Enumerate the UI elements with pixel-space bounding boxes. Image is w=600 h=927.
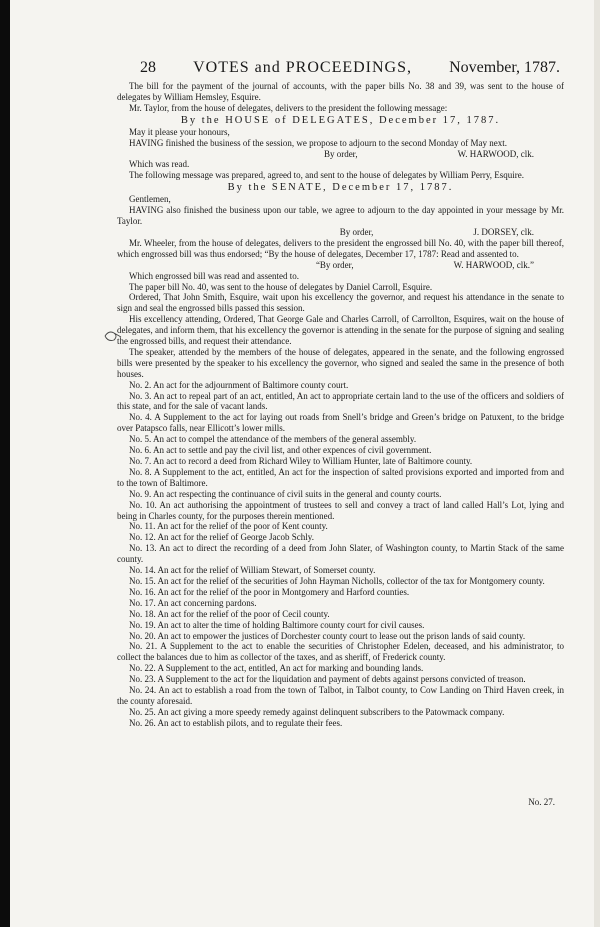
page-header [140, 58, 560, 80]
body-paragraph: No. 10. An act authorising the appointment of trustees to sell and convey a tract of land called Hall’s Lot, lying and being in Charles county, for the purposes therein mentioned. [117, 499, 564, 521]
body-paragraph: No. 17. An act concerning pardons. [129, 597, 257, 608]
body-paragraph: No. 23. A Supplement to the act for the liquidation and payment of debts against persons convicted of treason. [129, 674, 526, 685]
signature-by-order: By order, [323, 148, 358, 159]
signature-by-order: By order, [339, 226, 374, 237]
body-paragraph: No. 5. An act to compel the attendance of the members of the general assembly. [129, 434, 417, 445]
body-paragraph: HAVING finished the business of the session, we propose to adjourn to the second Monday of May next. [129, 137, 508, 148]
body-paragraph: No. 15. An act for the relief of the securities of John Hayman Nicholls, collector of the tax for Montgomery county. [129, 575, 545, 586]
scan-edge-right [594, 0, 600, 927]
body-paragraph: No. 18. An act for the relief of the poor of Cecil county. [129, 608, 330, 619]
body-paragraph: No. 7. An act to record a deed from Richard Wiley to William Hunter, late of Baltimore county. [129, 456, 473, 466]
body-paragraph: No. 19. An act to alter the time of holding Baltimore county court for civil causes. [129, 619, 425, 630]
page-body [117, 81, 564, 729]
page-number: 28 [140, 59, 156, 76]
running-title: VOTES and PROCEEDINGS, [193, 59, 412, 76]
body-paragraph: No. 26. An act to establish pilots, and to regulate their fees. [129, 717, 343, 728]
body-paragraph: HAVING also finished the business upon our table, we agree to adjourn to the day appointed in your message by Mr. Taylor. [117, 205, 564, 227]
body-paragraph: No. 16. An act for the relief of the poor in Montgomery and Harford counties. [129, 586, 410, 597]
body-paragraph: No. 12. An act for the relief of George Jacob Schly. [129, 532, 314, 543]
body-paragraph: Which was read. [129, 159, 190, 170]
header-date: November, 1787. [449, 59, 560, 76]
body-paragraph: No. 9. An act respecting the continuance of civil suits in the general and county courts. [129, 488, 442, 499]
body-paragraph: No. 25. An act giving a more speedy remedy against delinquent subscribers to the Patowmack company. [129, 706, 505, 717]
body-paragraph: The following message was prepared, agreed to, and sent to the house of delegates by William Perry, Esquire. [129, 170, 525, 181]
scan-edge-left [0, 0, 10, 927]
signature-line [117, 260, 564, 271]
body-paragraph: May it please your honours, [129, 126, 230, 137]
body-paragraph: No. 24. An act to establish a road from the town of Talbot, in Talbot county, to Cow Landing on Third Haven creek, in the county aforesaid. [117, 685, 564, 706]
body-paragraph: The paper bill No. 40, was sent to the house of delegates by Daniel Carroll, Esquire. [129, 281, 433, 292]
body-paragraph: No. 21. A Supplement to the act to enable the securities of Christopher Edelen, deceased, and his administrator, to collect the balances due to him as collector of the taxes, and as sheriff, of Frederick county. [117, 641, 564, 663]
body-paragraph: No. 14. An act for the relief of William Stewart, of Somerset county. [129, 565, 376, 576]
body-paragraph: No. 6. An act to settle and pay the civil list, and other expences of civil government. [129, 445, 432, 456]
body-paragraph: No. 11. An act for the relief of the poor of Kent county. [129, 521, 328, 532]
body-paragraph: His excellency attending, Ordered, That George Gale and Charles Carroll, of Carrollton, Esquires, wait on the house of delegates, and inform them, that his excellency the governor is attending in the senate for the purpose of signing and sealing the engrossed bills, and request their attendance. [117, 314, 564, 347]
signature-line [117, 149, 564, 160]
signature-clerk: W. HARWOOD, clk.” [453, 259, 534, 270]
body-paragraph: No. 2. An act for the adjournment of Baltimore county court. [129, 379, 349, 390]
signature-line [117, 227, 564, 238]
body-paragraph: The speaker, attended by the members of the house of delegates, appeared in the senate, and the following engrossed bills were presented by the speaker to his excellency the governor, who signed and sealed the same in the presence of both houses. [117, 346, 564, 379]
body-paragraph: No. 22. A Supplement to the act, entitled, An act for marking and bounding lands. [129, 663, 424, 674]
signature-by-order: “By order, [315, 259, 354, 270]
body-paragraph: Ordered, That John Smith, Esquire, wait upon his excellency the governor, and request his attendance in the senate to sign and seal the engrossed bills passed this session. [117, 292, 564, 314]
body-paragraph: No. 8. A Supplement to the act, entitled, An act for the inspection of salted provisions exported and imported from and to the town of Baltimore. [117, 466, 564, 488]
body-paragraph: The bill for the payment of the journal of accounts, with the paper bills No. 38 and 39, was sent to the house of delegates by William Hemsley, Esquire. [117, 81, 564, 102]
body-paragraph: No. 3. An act to repeal part of an act, entitled, An act to appropriate certain land to the use of the officers and soldiers of this state, and for the sale of vacant lands. [117, 390, 564, 412]
signature-clerk: W. HARWOOD, clk. [457, 148, 534, 159]
body-paragraph: Gentlemen, [129, 194, 171, 205]
body-paragraph: Mr. Taylor, from the house of delegates, delivers to the president the following message: [129, 102, 448, 113]
message-heading: By the SENATE, December 17, 1787. [227, 182, 454, 194]
body-paragraph: No. 4. A Supplement to the act for laying out roads from Snell’s bridge and Green’s bridge on Patuxent, to the bridge over Patapsco falls, near Ellicott’s lower mills. [117, 412, 564, 434]
signature-clerk: J. DORSEY, clk. [473, 226, 534, 237]
body-paragraph: No. 13. An act to direct the recording of a deed from John Slater, of Washington county, to Martin Stack of the same county. [117, 543, 564, 565]
catchword: No. 27. [528, 797, 555, 807]
body-paragraph: Which engrossed bill was read and assented to. [129, 270, 299, 281]
body-paragraph: No. 20. An act to empower the justices of Dorchester county court to lease out the prison lands of said county. [129, 630, 526, 641]
message-heading: By the HOUSE of DELEGATES, December 17, 1787. [180, 114, 501, 126]
body-paragraph: Mr. Wheeler, from the house of delegates, delivers to the president the engrossed bill No. 40, with the paper bill thereof, which engrossed bill was thus endorsed; “By the house of delegates, December 17, 1787: Read and assented to. [117, 237, 564, 259]
